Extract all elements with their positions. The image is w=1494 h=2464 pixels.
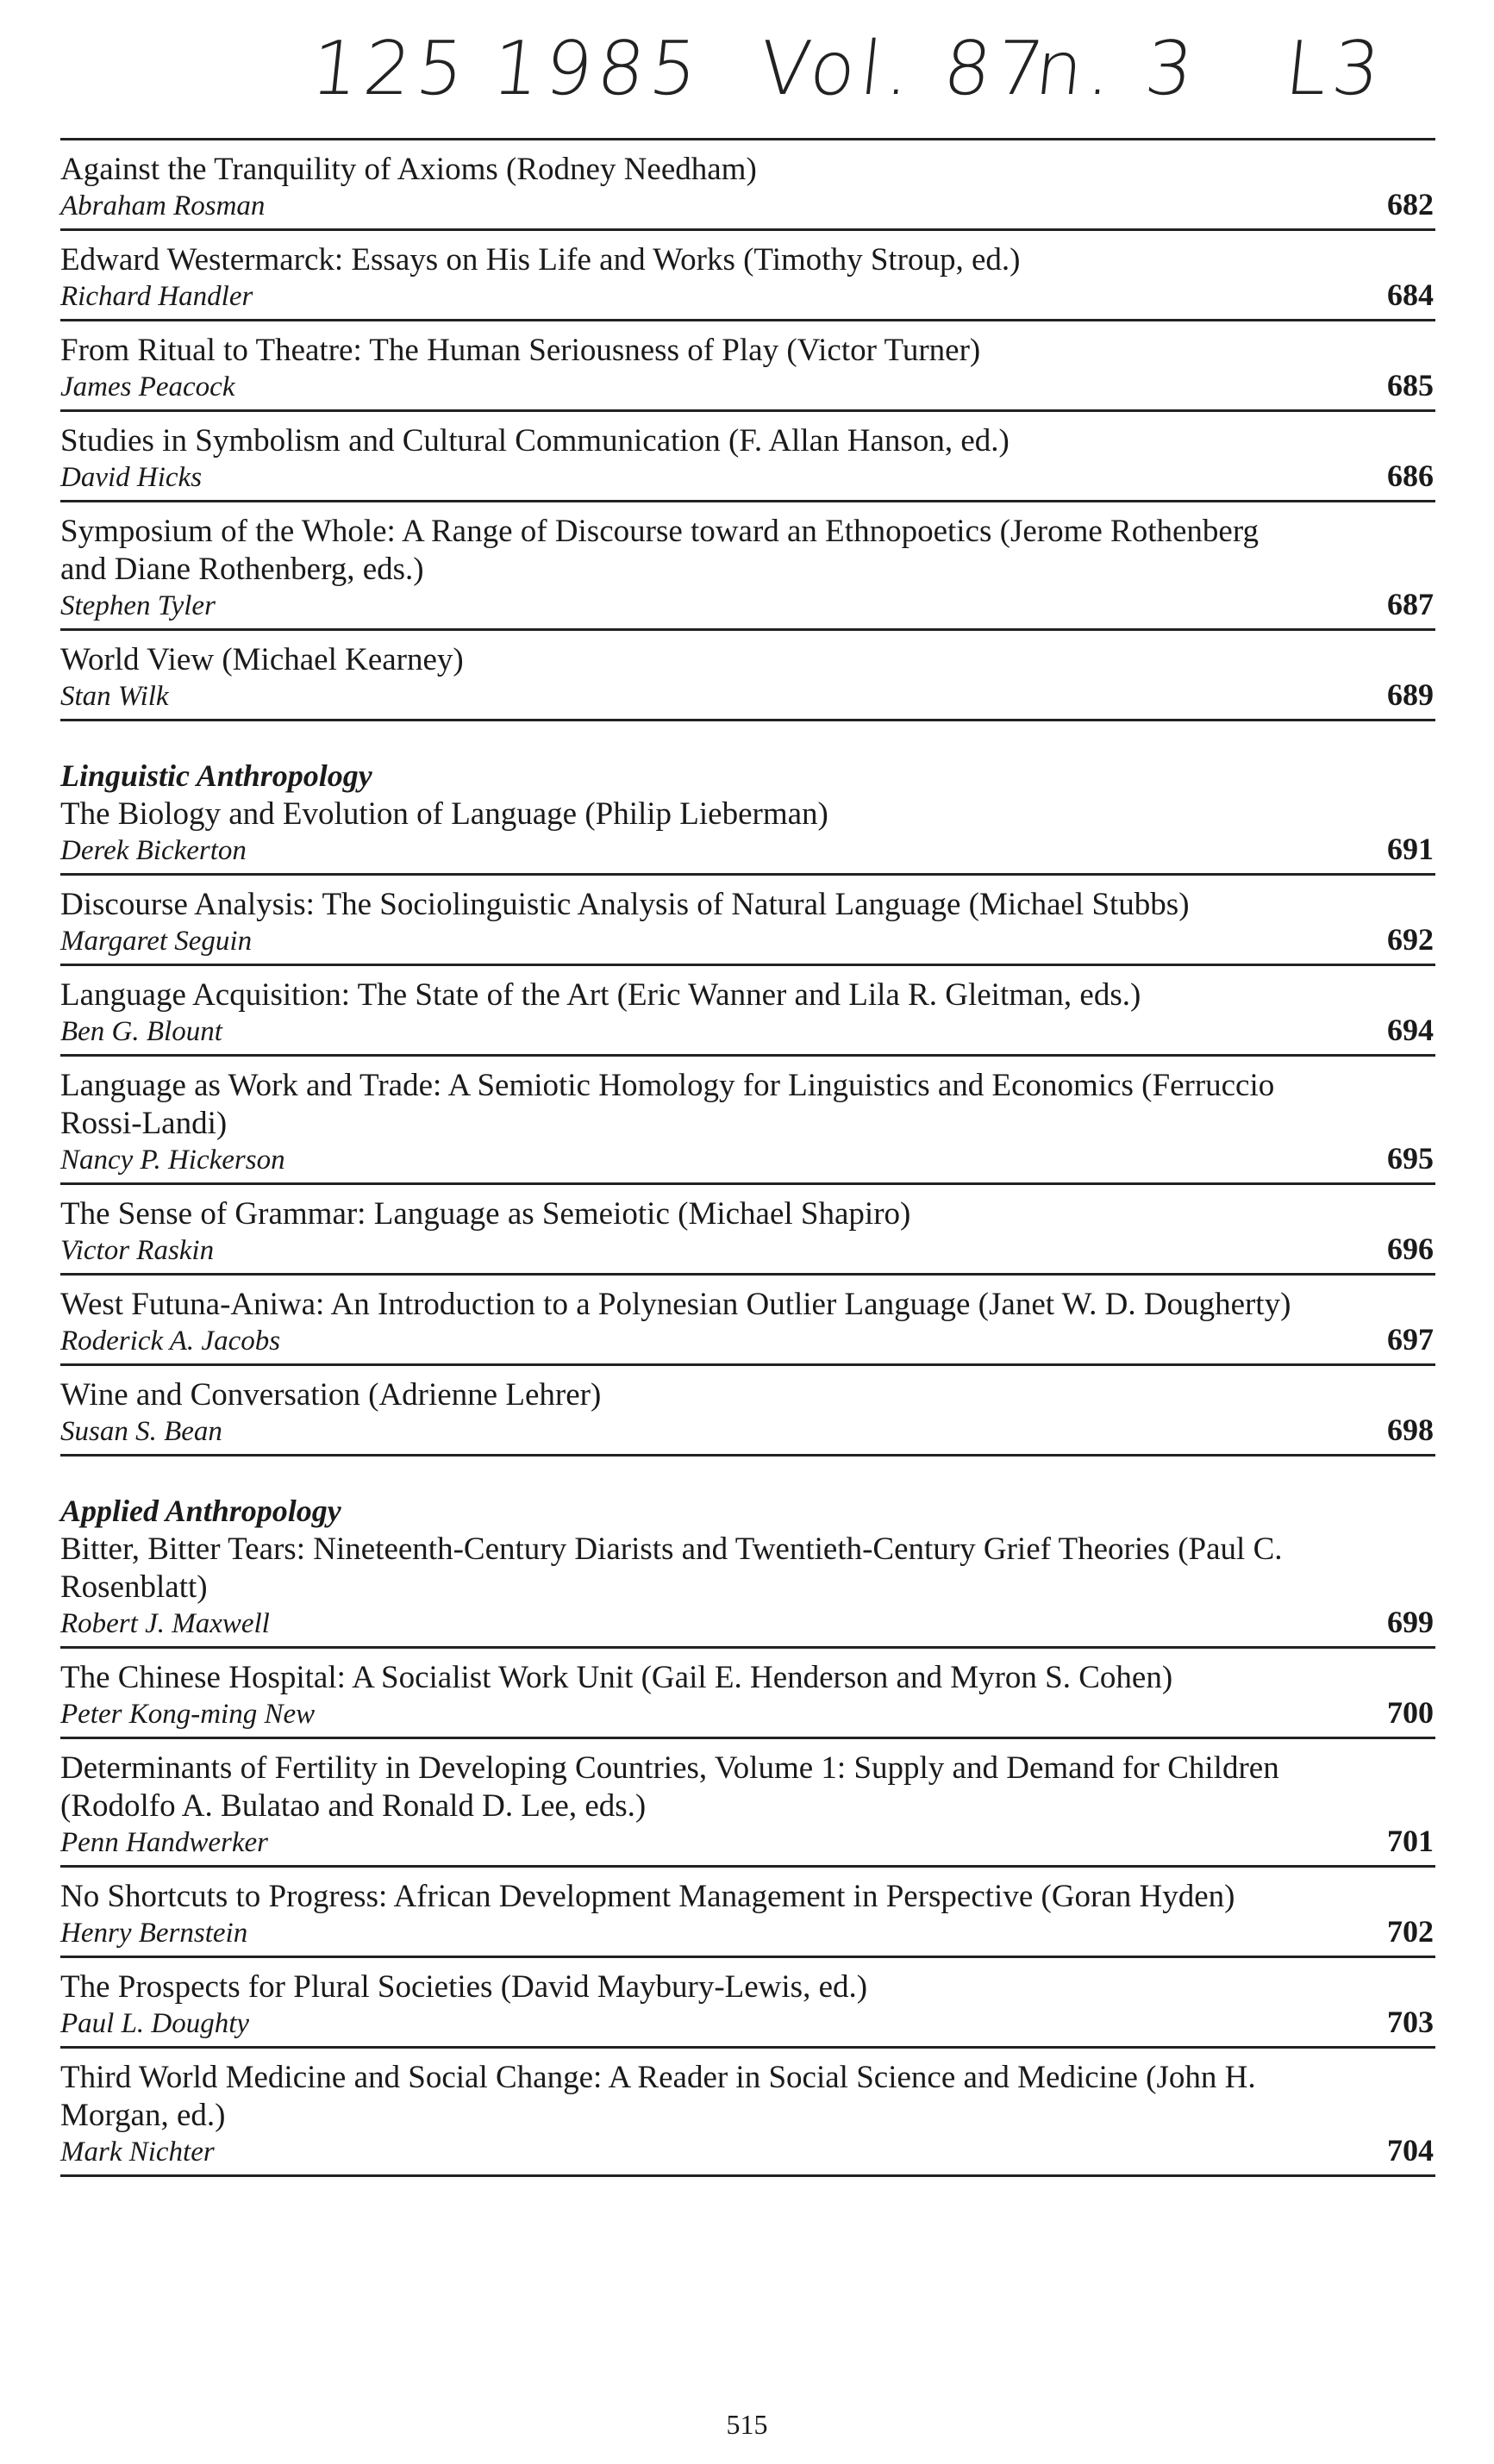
- entry-reviewer: Victor Raskin: [60, 1235, 215, 1266]
- toc-entry: [60, 231, 1435, 321]
- entry-page-number: 687: [1387, 587, 1434, 621]
- entry-title: No Shortcuts to Progress: African Development Management in Perspective (Goran Hyden): [60, 1879, 1235, 1914]
- handwritten-annotation: [304, 26, 1437, 138]
- entry-page-number: 691: [1387, 832, 1434, 866]
- toc-entry: [60, 1276, 1435, 1366]
- entry-page-number: 695: [1387, 1141, 1434, 1176]
- entry-title: The Chinese Hospital: A Socialist Work Unit (Gail E. Henderson and Myron S. Cohen): [60, 1660, 1173, 1695]
- table-of-contents: [60, 138, 1435, 2177]
- entry-reviewer: Paul L. Doughty: [60, 2008, 250, 2039]
- section-heading: Linguistic Anthropology: [60, 758, 372, 793]
- entry-reviewer: Penn Handwerker: [60, 1827, 269, 1858]
- entry-page-number: 703: [1387, 2005, 1434, 2039]
- toc-entry: [60, 1868, 1435, 1958]
- entry-title: Discourse Analysis: The Sociolinguistic Analysis of Natural Language (Michael Stubbs): [60, 887, 1190, 922]
- entry-title: Third World Medicine and Social Change: A Reader in Social Science and Medicine (John H. Morgan, ed.): [60, 2060, 1256, 2133]
- entry-page-number: 694: [1387, 1013, 1434, 1047]
- entry-page-number: 692: [1387, 922, 1434, 957]
- entry-reviewer: Stephen Tyler: [60, 590, 216, 621]
- handwritten-text: 125: [307, 26, 473, 112]
- entry-title: Symposium of the Whole: A Range of Discourse toward an Ethnopoetics (Jerome Rothenberg and Diane Rothenberg, eds.): [60, 514, 1259, 587]
- entry-reviewer: Richard Handler: [60, 281, 253, 312]
- entry-reviewer: Stan Wilk: [60, 681, 169, 712]
- toc-entry: [60, 794, 1435, 876]
- toc-entry: [60, 412, 1435, 502]
- entry-title: Language as Work and Trade: A Semiotic Homology for Linguistics and Economics (Ferruccio Rossi-Landi): [60, 1068, 1275, 1141]
- entry-reviewer: Margaret Seguin: [60, 926, 253, 957]
- entry-page-number: 700: [1387, 1695, 1434, 1730]
- entry-page-number: 689: [1387, 677, 1434, 712]
- entry-title: Determinants of Fertility in Developing Countries, Volume 1: Supply and Demand for Children (Rodolfo A. Bulatao and Ronald D. Lee, eds.): [60, 1750, 1279, 1824]
- entry-reviewer: James Peacock: [60, 371, 235, 402]
- toc-entry: [60, 321, 1435, 412]
- entry-title: Language Acquisition: The State of the Art (Eric Wanner and Lila R. Gleitman, eds.): [60, 977, 1141, 1013]
- entry-reviewer: David Hicks: [60, 462, 203, 493]
- entry-page-number: 686: [1387, 458, 1434, 493]
- handwritten-text: Vol. 87: [755, 26, 1053, 112]
- toc-entry: [60, 876, 1435, 966]
- entry-reviewer: Mark Nichter: [60, 2137, 215, 2168]
- entry-page-number: 704: [1387, 2133, 1434, 2168]
- entry-reviewer: Susan S. Bean: [60, 1416, 222, 1447]
- entry-page-number: 702: [1387, 1914, 1434, 1949]
- entry-page-number: 685: [1387, 368, 1434, 402]
- entry-reviewer: Nancy P. Hickerson: [60, 1145, 285, 1176]
- toc-entry: [60, 1739, 1435, 1868]
- toc-entry: [60, 631, 1435, 721]
- entry-reviewer: Peter Kong-ming New: [60, 1699, 316, 1730]
- entry-reviewer: Ben G. Blount: [60, 1016, 222, 1047]
- entry-title: The Biology and Evolution of Language (Philip Lieberman): [60, 796, 828, 832]
- entry-page-number: 682: [1387, 187, 1434, 221]
- entry-page-number: 696: [1387, 1232, 1434, 1266]
- entry-reviewer: Abraham Rosman: [60, 190, 266, 221]
- entry-page-number: 698: [1387, 1413, 1434, 1447]
- entry-page-number: 684: [1387, 278, 1434, 312]
- entry-title: The Prospects for Plural Societies (David Maybury-Lewis, ed.): [60, 1969, 868, 2005]
- page-number: 515: [726, 2409, 768, 2440]
- entry-title: The Sense of Grammar: Language as Semeiotic (Michael Shapiro): [60, 1196, 911, 1232]
- entry-title: From Ritual to Theatre: The Human Seriousness of Play (Victor Turner): [60, 333, 981, 368]
- handwritten-text: L3: [1281, 26, 1390, 112]
- entry-reviewer: Roderick A. Jacobs: [60, 1326, 281, 1357]
- handwritten-text: n. 3: [1031, 26, 1203, 112]
- toc-entry: [60, 1057, 1435, 1185]
- entry-reviewer: Henry Bernstein: [60, 1918, 248, 1949]
- toc-entry: [60, 1366, 1435, 1457]
- entry-page-number: 697: [1387, 1322, 1434, 1357]
- section-heading: Applied Anthropology: [60, 1494, 341, 1528]
- entry-page-number: 701: [1387, 1824, 1434, 1858]
- entry-title: Bitter, Bitter Tears: Nineteenth-Century Diarists and Twentieth-Century Grief Theories (Paul C. Rosenblatt): [60, 1531, 1283, 1605]
- entry-title: Studies in Symbolism and Cultural Communication (F. Allan Hanson, ed.): [60, 423, 1010, 458]
- entry-title: West Futuna-Aniwa: An Introduction to a Polynesian Outlier Language (Janet W. D. Dougherty): [60, 1287, 1291, 1322]
- toc-entry: [60, 966, 1435, 1057]
- entry-page-number: 699: [1387, 1605, 1434, 1639]
- toc-entry: [60, 140, 1435, 231]
- toc-entry: [60, 1958, 1435, 2049]
- entry-reviewer: Derek Bickerton: [60, 835, 247, 866]
- toc-entry: [60, 1649, 1435, 1739]
- handwritten-text: 1985: [488, 26, 707, 112]
- entry-title: World View (Michael Kearney): [60, 642, 464, 677]
- toc-entry: [60, 2049, 1435, 2177]
- toc-entry: [60, 1185, 1435, 1276]
- entry-title: Against the Tranquility of Axioms (Rodney Needham): [60, 152, 757, 187]
- toc-entry: [60, 502, 1435, 631]
- entry-title: Edward Westermarck: Essays on His Life and Works (Timothy Stroup, ed.): [60, 242, 1021, 278]
- entry-reviewer: Robert J. Maxwell: [60, 1608, 270, 1639]
- entry-title: Wine and Conversation (Adrienne Lehrer): [60, 1377, 602, 1413]
- toc-entry: [60, 1529, 1435, 1649]
